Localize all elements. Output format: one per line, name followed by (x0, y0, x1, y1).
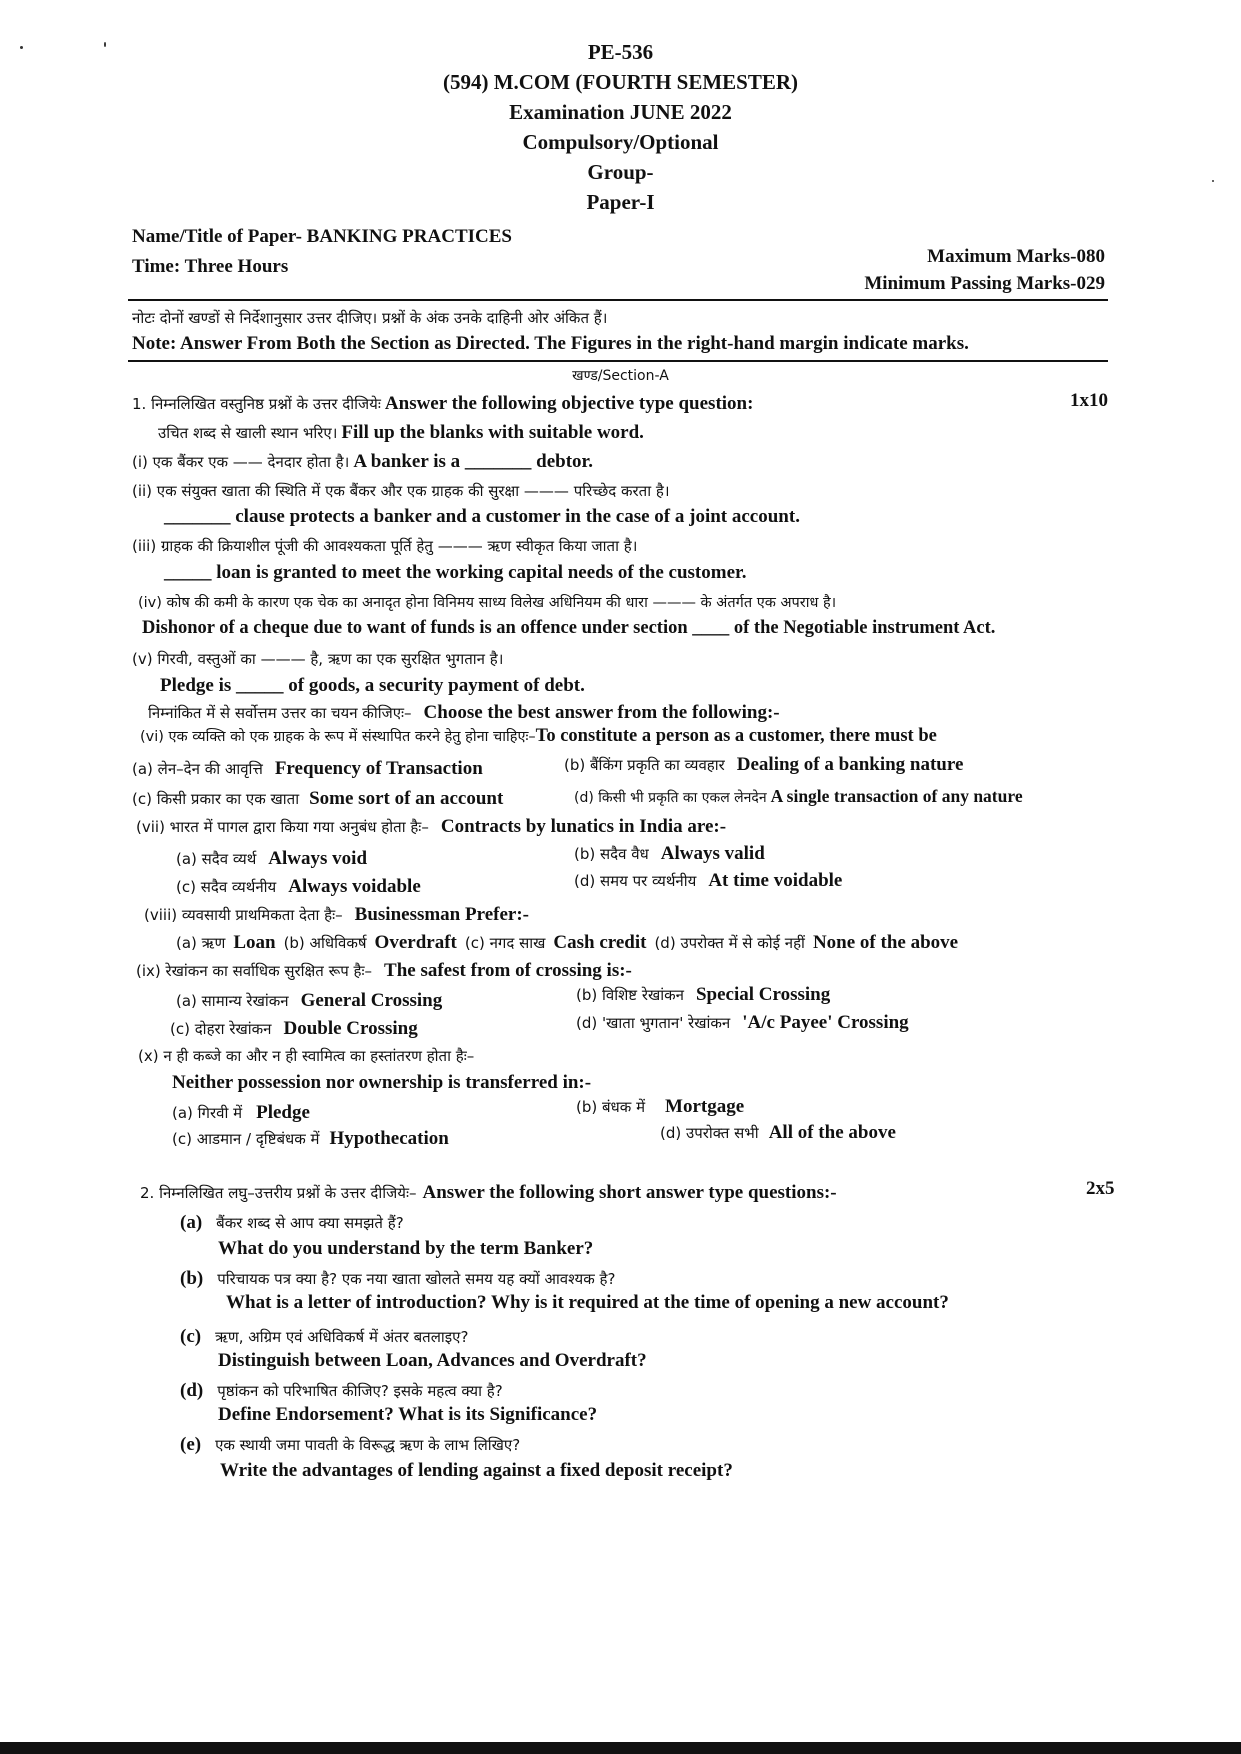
q2-marks: 2x5 (1086, 1178, 1115, 1199)
rule-top (128, 299, 1108, 301)
q1-viii-english: Businessman Prefer:- (354, 904, 529, 925)
q1-viii-a-hindi: (a) ऋण (176, 934, 226, 952)
q1-ix-c-english: Double Crossing (283, 1018, 418, 1039)
q1-x-b (576, 1096, 744, 1118)
q1-viii-b-english: Overdraft (374, 932, 457, 953)
q1-v-hindi: (v) गिरवी, वस्तुओं का ——— है, ऋण का एक सुरक्षित भुगतान है। (132, 650, 504, 668)
q2-item-label: (d) (180, 1380, 204, 1401)
q1-iv-hindi: (iv) कोष की कमी के कारण एक चेक का अनादृत होना विनिमय साध्य विलेख अधिनियम की धारा ——— के अंतर्गत एक अपराध है। (138, 595, 837, 611)
q1-i (132, 451, 593, 473)
q1-ii-english: _______ clause protects a banker and a customer in the case of a joint account. (164, 506, 800, 527)
q1-ix-a-english: General Crossing (300, 990, 443, 1011)
q1-choose-instruction (148, 702, 780, 724)
q1-x-d-english: All of the above (768, 1122, 896, 1143)
q1-x-b-hindi: (b) बंधक में (576, 1098, 646, 1116)
q1-viii-a-english: Loan (233, 932, 276, 953)
q1-vii-a-english: Always void (268, 848, 368, 869)
q1-x-c (172, 1128, 449, 1150)
q1-x-a-hindi: (a) गिरवी में (172, 1104, 243, 1122)
paper-code: PE-536 (587, 40, 654, 64)
q1-i-english: A banker is a _______ debtor. (353, 451, 593, 472)
q1-vi-b-hindi: (b) बैंकिंग प्रकृति का व्यवहार (564, 756, 725, 774)
paper-type: Compulsory/Optional (522, 130, 719, 154)
q1-vi-a (132, 758, 483, 780)
note-english: Note: Answer From Both the Section as Directed. The Figures in the right-hand margin indicate marks. (132, 333, 969, 354)
q1-x-d-hindi: (d) उपरोक्त सभी (660, 1124, 759, 1142)
q1-x-b-english: Mortgage (665, 1096, 745, 1117)
q2-item (180, 1380, 503, 1402)
q2-item-english: Define Endorsement? What is its Significance? (218, 1404, 598, 1425)
q1-x-d (660, 1122, 896, 1144)
q2-heading (140, 1182, 837, 1204)
q2-item-hindi: बैंकर शब्द से आप क्या समझते हैं? (216, 1214, 404, 1232)
section-a-title (0, 366, 1241, 385)
q1-vii-b-english: Always valid (660, 843, 765, 864)
q1-choose-hindi: निम्नांकित में से सर्वोत्तम उत्तर का चयन कीजिएः– (148, 704, 412, 722)
q1-vii-b-hindi: (b) सदैव वैध (574, 845, 649, 863)
paper-number: Paper-I (586, 190, 655, 214)
q1-vi (140, 726, 937, 747)
q2-heading-english: Answer the following short answer type questions:- (422, 1182, 837, 1203)
q1-vii-d (574, 870, 842, 892)
q1-x-a (172, 1102, 310, 1124)
q1-ix-d (576, 1012, 909, 1034)
q2-item-hindi: ऋण, अग्रिम एवं अधिविकर्ष में अंतर बतलाइए? (215, 1328, 469, 1346)
q1-ix-b (576, 984, 830, 1006)
exam-time: Time: Three Hours (132, 256, 289, 277)
q1-vi-c-english: Some sort of an account (309, 788, 504, 809)
q1-viii-hindi: (viii) व्यवसायी प्राथमिकता देता हैः– (144, 906, 343, 924)
q1-heading-english: Answer the following objective type question: (384, 393, 754, 414)
q1-vii-b (574, 843, 765, 865)
q1-vii-hindi: (vii) भारत में पागल द्वारा किया गया अनुबंध होता हैः– (136, 818, 429, 836)
q1-vi-a-english: Frequency of Transaction (274, 758, 483, 779)
q2-item (180, 1434, 520, 1456)
q2-item-hindi: पृष्ठांकन को परिभाषित कीजिए? इसके महत्व क्या है? (217, 1382, 503, 1400)
q1-heading-hindi: 1. निम्नलिखित वस्तुनिष्ठ प्रश्नों के उत्तर दीजियेः (132, 395, 381, 413)
q1-vi-c (132, 788, 503, 810)
q1-x-c-english: Hypothecation (329, 1128, 449, 1149)
q2-item-english: Distinguish between Loan, Advances and Overdraft? (218, 1350, 647, 1371)
q1-ix (136, 960, 632, 982)
q1-viii-b-hindi: (b) अधिविकर्ष (283, 934, 367, 952)
q1-vii-a (176, 848, 367, 870)
q1-ii-hindi: (ii) एक संयुक्त खाता की स्थिति में एक बैंकर और एक ग्राहक की सुरक्षा ——— परिच्छेद करता है। (132, 482, 670, 500)
q1-vi-english: To constitute a person as a customer, there must be (535, 726, 937, 746)
q1-fill-hindi: उचित शब्द से खाली स्थान भरिए। (158, 424, 338, 442)
q1-viii-d-hindi: (d) उपरोक्त में से कोई नहीं (654, 934, 805, 952)
q1-vi-d-english: A single transaction of any nature (770, 786, 1023, 806)
q1-ix-d-hindi: (d) 'खाता भुगतान' रेखांकन (576, 1014, 731, 1032)
q1-viii-c-hindi: (c) नगद साख (464, 934, 546, 952)
q2-item-english: What is a letter of introduction? Why is it required at the time of opening a new account? (226, 1292, 949, 1313)
course-title: (594) M.COM (FOURTH SEMESTER) (442, 70, 799, 94)
q2-item-label: (b) (180, 1268, 204, 1289)
q2-item-label: (e) (180, 1434, 202, 1455)
q1-vi-b-english: Dealing of a banking nature (736, 754, 964, 775)
q1-x-english: Neither possession nor ownership is transferred in:- (172, 1072, 592, 1093)
q1-vii-c (176, 876, 421, 898)
q1-vi-a-hindi: (a) लेन–देन की आवृत्ति (132, 760, 263, 778)
q2-item-label: (a) (180, 1212, 203, 1233)
q1-iii-english: _____ loan is granted to meet the working capital needs of the customer. (164, 562, 747, 583)
paper-group: Group- (587, 160, 654, 184)
q1-viii-c-english: Cash credit (553, 932, 647, 953)
q1-marks: 1x10 (1070, 390, 1108, 411)
minimum-marks: Minimum Passing Marks-029 (864, 273, 1105, 294)
q1-vii-c-hindi: (c) सदैव व्यर्थनीय (176, 878, 277, 896)
q1-fill-instruction (158, 422, 644, 444)
q1-ix-c-hindi: (c) दोहरा रेखांकन (170, 1020, 272, 1038)
q1-v-english: Pledge is _____ of goods, a security payment of debt. (160, 675, 585, 696)
q1-ix-a-hindi: (a) सामान्य रेखांकन (176, 992, 289, 1010)
q2-item-english: What do you understand by the term Banker? (218, 1238, 594, 1259)
q1-vi-d-hindi: (d) किसी भी प्रकृति का एकल लेनदेन (574, 790, 767, 806)
q1-iv-english: Dishonor of a cheque due to want of funds is an offence under section ____ of the Negotiable instrument Act. (142, 618, 996, 638)
q1-vii-d-hindi: (d) समय पर व्यर्थनीय (574, 872, 697, 890)
q1-x-a-english: Pledge (256, 1102, 310, 1123)
q1-x-c-hindi: (c) आडमान / दृष्टिबंधक में (172, 1130, 320, 1148)
q1-ix-b-english: Special Crossing (695, 984, 831, 1005)
q1-fill-english: Fill up the blanks with suitable word. (341, 422, 644, 443)
q1-vi-c-hindi: (c) किसी प्रकार का एक खाता (132, 790, 300, 808)
paper-name: Name/Title of Paper- BANKING PRACTICES (132, 226, 512, 247)
q1-viii-d-english: None of the above (812, 932, 959, 953)
q1-ix-b-hindi: (b) विशिष्ट रेखांकन (576, 986, 684, 1004)
scan-bottom-edge (0, 1742, 1241, 1754)
q1-heading (132, 393, 753, 415)
rule-bottom (128, 360, 1108, 362)
q1-choose-english: Choose the best answer from the following:- (423, 702, 780, 723)
q1-ix-a (176, 990, 442, 1012)
q1-vii-c-english: Always voidable (288, 876, 421, 897)
q2-item-hindi: एक स्थायी जमा पावती के विरूद्ध ऋण के लाभ लिखिए? (215, 1436, 521, 1454)
q1-vi-hindi: (vi) एक व्यक्ति को एक ग्राहक के रूप में संस्थापित करने हेतु होना चाहिएः– (140, 729, 536, 745)
q2-item (180, 1212, 404, 1234)
note-hindi: नोटः दोनों खण्डों से निर्देशानुसार उत्तर दीजिए। प्रश्नों के अंक उनके दाहिनी ओर अंकित हैं। (132, 309, 608, 327)
q1-ix-hindi: (ix) रेखांकन का सर्वाधिक सुरक्षित रूप हैः– (136, 962, 373, 980)
exam-session: Examination JUNE 2022 (509, 100, 732, 124)
q2-heading-hindi: 2. निम्नलिखित लघु–उत्तरीय प्रश्नों के उत्तर दीजियेः– (140, 1184, 417, 1202)
q1-vi-b (564, 754, 963, 776)
q2-item (180, 1326, 468, 1348)
section-a-label: खण्ड/Section-A (572, 368, 669, 384)
q1-viii (144, 904, 529, 926)
q1-vi-d (574, 786, 1023, 807)
q1-ix-c (170, 1018, 418, 1040)
q1-vii (136, 816, 726, 838)
q1-ix-english: The safest from of crossing is:- (384, 960, 632, 981)
q2-item (180, 1268, 615, 1290)
q1-ix-d-english: 'A/c Payee' Crossing (742, 1012, 909, 1033)
q1-vii-english: Contracts by lunatics in India are:- (440, 816, 727, 837)
q2-item-label: (c) (180, 1326, 202, 1347)
q1-i-hindi: (i) एक बैंकर एक —— देनदार होता है। (132, 453, 350, 471)
q2-item-hindi: परिचायक पत्र क्या है? एक नया खाता खोलते समय यह क्यों आवश्यक है? (217, 1270, 616, 1288)
q1-vii-a-hindi: (a) सदैव व्यर्थ (176, 850, 257, 868)
q1-vii-d-english: At time voidable (708, 870, 843, 891)
q1-viii-options (176, 932, 958, 954)
q2-item-english: Write the advantages of lending against a fixed deposit receipt? (220, 1460, 733, 1481)
q1-iii-hindi: (iii) ग्राहक की क्रियाशील पूंजी की आवश्यकता पूर्ति हेतु ——— ऋण स्वीकृत किया जाता है। (132, 537, 638, 555)
maximum-marks: Maximum Marks-080 (927, 246, 1105, 267)
q1-x-hindi: (x) न ही कब्जे का और न ही स्वामित्व का हस्तांतरण होता हैः– (138, 1047, 475, 1065)
